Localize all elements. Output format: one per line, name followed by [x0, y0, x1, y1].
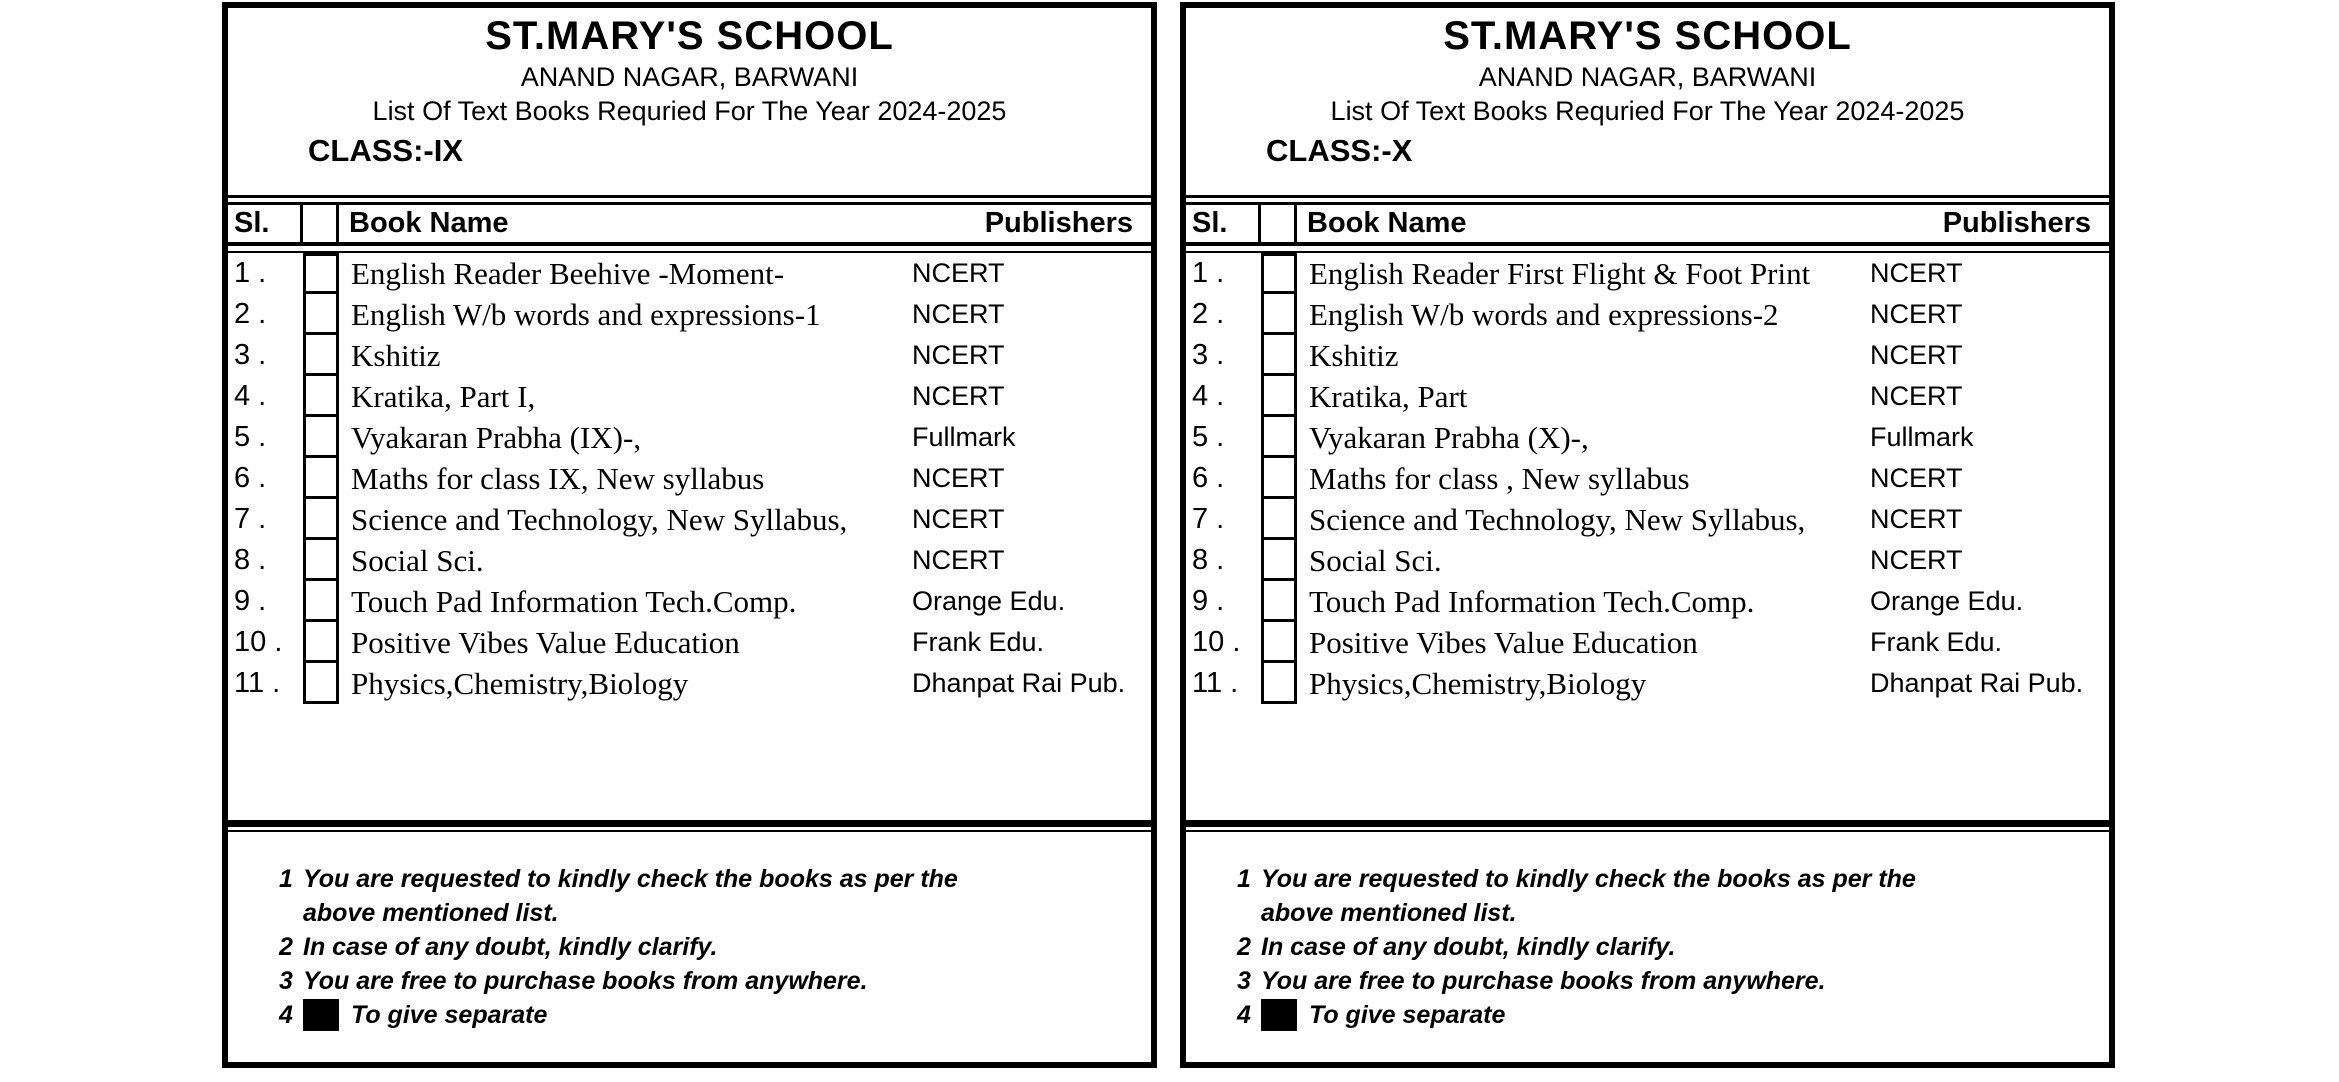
row-checkbox [303, 458, 339, 499]
row-serial: 5 . [234, 421, 267, 453]
document-header [228, 8, 1151, 195]
row-serial: 1 . [234, 257, 267, 289]
row-checkbox [303, 294, 339, 335]
row-book-name: Vyakaran Prabha (X)-, [1309, 419, 1589, 455]
header-checkbox-column [1261, 205, 1297, 242]
row-serial: 11 . [234, 667, 281, 699]
row-book-name: Kshitiz [351, 337, 441, 373]
note-number: 3 [1237, 967, 1251, 995]
row-checkbox [1261, 663, 1297, 704]
row-serial: 6 . [234, 462, 267, 494]
row-publisher: NCERT [912, 545, 1005, 575]
row-serial: 5 . [1192, 421, 1225, 453]
row-publisher: Frank Edu. [1870, 627, 2003, 657]
row-serial: 2 . [1192, 298, 1225, 330]
table-row [228, 663, 1151, 704]
row-serial: 9 . [1192, 585, 1225, 617]
row-checkbox [1261, 376, 1297, 417]
note-item [1186, 964, 2109, 998]
table-row [1186, 294, 2109, 335]
table-row [228, 458, 1151, 499]
row-book-name: Vyakaran Prabha (IX)-, [351, 419, 642, 455]
row-publisher: NCERT [1870, 463, 1963, 493]
row-checkbox [303, 499, 339, 540]
row-checkbox [303, 417, 339, 458]
note-item [228, 964, 1151, 998]
row-serial: 8 . [234, 544, 267, 576]
row-serial: 6 . [1192, 462, 1225, 494]
row-publisher: Orange Edu. [1870, 586, 2024, 616]
row-publisher: Dhanpat Rai Pub. [912, 668, 1126, 698]
note-item [228, 998, 1151, 1032]
row-publisher: NCERT [1870, 340, 1963, 370]
row-book-name: Kshitiz [1309, 337, 1399, 373]
notes-section [228, 832, 1151, 1062]
notes-section [1186, 832, 2109, 1062]
table-header-row [1186, 205, 2109, 242]
row-checkbox [1261, 458, 1297, 499]
row-serial: 3 . [234, 339, 267, 371]
row-serial: 10 . [1192, 626, 1241, 658]
note-text: In case of any doubt, kindly clarify. [1261, 933, 1676, 961]
row-publisher: Orange Edu. [912, 586, 1066, 616]
note-item [1186, 862, 2109, 930]
double-rule-bottom [1186, 242, 2109, 253]
table-row [1186, 663, 2109, 704]
row-checkbox [1261, 499, 1297, 540]
row-serial: 11 . [1192, 667, 1239, 699]
note-text-continued: above mentioned list. [303, 899, 559, 927]
double-rule-bottom [228, 242, 1151, 253]
row-publisher: NCERT [1870, 504, 1963, 534]
table-row [228, 335, 1151, 376]
row-book-name: Social Sci. [351, 542, 484, 578]
header-checkbox-column [303, 205, 339, 242]
row-serial: 3 . [1192, 339, 1225, 371]
black-box [303, 999, 339, 1031]
row-checkbox [303, 376, 339, 417]
table-row [228, 294, 1151, 335]
table-row [1186, 335, 2109, 376]
school-address: ANAND NAGAR, BARWANI [1478, 62, 1817, 92]
notes-divider [1186, 820, 2109, 832]
row-checkbox [303, 663, 339, 704]
list-title: List Of Text Books Requried For The Year 2024-2025 [1330, 96, 1965, 126]
row-checkbox [1261, 581, 1297, 622]
row-checkbox [1261, 294, 1297, 335]
book-list-document [222, 2, 1157, 1068]
note-text: You are free to purchase books from anywhere. [1261, 967, 1826, 995]
note-text: You are requested to kindly check the books as per the [303, 865, 958, 893]
table-row [228, 499, 1151, 540]
row-publisher: NCERT [1870, 299, 1963, 329]
row-book-name: English W/b words and expressions-2 [1309, 296, 1779, 332]
header-sl: Sl. [1186, 205, 1261, 242]
row-checkbox [1261, 417, 1297, 458]
row-publisher: NCERT [1870, 381, 1963, 411]
row-serial: 7 . [1192, 503, 1225, 535]
double-rule-top [1186, 195, 2109, 205]
row-book-name: Kratika, Part [1309, 378, 1468, 414]
row-checkbox [303, 581, 339, 622]
row-serial: 9 . [234, 585, 267, 617]
row-book-name: Touch Pad Information Tech.Comp. [351, 583, 797, 619]
row-book-name: Science and Technology, New Syllabus, [1309, 501, 1806, 537]
note-number: 1 [279, 865, 293, 893]
row-publisher: NCERT [912, 258, 1005, 288]
note-item [1186, 998, 2109, 1032]
table-row [1186, 417, 2109, 458]
row-book-name: English W/b words and expressions-1 [351, 296, 821, 332]
row-publisher: Frank Edu. [912, 627, 1045, 657]
row-checkbox [1261, 335, 1297, 376]
row-book-name: Touch Pad Information Tech.Comp. [1309, 583, 1755, 619]
row-serial: 7 . [234, 503, 267, 535]
row-serial: 10 . [234, 626, 283, 658]
table-rows [228, 253, 1151, 704]
row-book-name: Positive Vibes Value Education [1309, 624, 1698, 660]
note-item [228, 930, 1151, 964]
table-row [228, 622, 1151, 663]
table-row [1186, 540, 2109, 581]
table-row [1186, 622, 2109, 663]
row-serial: 1 . [1192, 257, 1225, 289]
row-serial: 8 . [1192, 544, 1225, 576]
class-label: CLASS:-IX [308, 133, 463, 168]
double-rule-top [228, 195, 1151, 205]
row-serial: 2 . [234, 298, 267, 330]
note-number: 2 [279, 933, 293, 961]
row-publisher: NCERT [1870, 258, 1963, 288]
row-book-name: Positive Vibes Value Education [351, 624, 740, 660]
row-book-name: Physics,Chemistry,Biology [1309, 665, 1647, 701]
row-checkbox [1261, 540, 1297, 581]
row-publisher: Dhanpat Rai Pub. [1870, 668, 2084, 698]
note-number: 3 [279, 967, 293, 995]
school-name: ST.MARY'S SCHOOL [485, 14, 894, 58]
table-row [1186, 499, 2109, 540]
header-book-name: Book Name [349, 207, 509, 239]
table-row [228, 417, 1151, 458]
header-book-name: Book Name [1307, 207, 1467, 239]
row-publisher: NCERT [912, 381, 1005, 411]
table-row [228, 581, 1151, 622]
row-publisher: NCERT [1870, 545, 1963, 575]
row-book-name: English Reader First Flight & Foot Print [1309, 255, 1811, 291]
row-book-name: Maths for class IX, New syllabus [351, 460, 765, 496]
table-header-row [228, 205, 1151, 242]
table-row [1186, 253, 2109, 294]
empty-table-space [228, 704, 1151, 820]
table-rows [1186, 253, 2109, 704]
note-text: To give separate [1309, 1001, 1506, 1029]
row-checkbox [1261, 622, 1297, 663]
row-publisher: NCERT [912, 463, 1005, 493]
row-book-name: Science and Technology, New Syllabus, [351, 501, 848, 537]
row-book-name: Kratika, Part I, [351, 378, 536, 414]
header-publishers: Publishers [984, 207, 1133, 239]
note-text: You are requested to kindly check the books as per the [1261, 865, 1916, 893]
row-checkbox [303, 540, 339, 581]
black-box [1261, 999, 1297, 1031]
note-number: 4 [279, 1001, 293, 1029]
row-checkbox [303, 622, 339, 663]
row-publisher: NCERT [912, 504, 1005, 534]
book-list-document [1180, 2, 2115, 1068]
row-book-name: Physics,Chemistry,Biology [351, 665, 689, 701]
row-book-name: Maths for class , New syllabus [1309, 460, 1690, 496]
row-book-name: English Reader Beehive -Moment- [351, 255, 785, 291]
note-item [228, 862, 1151, 930]
note-text: To give separate [351, 1001, 548, 1029]
note-number: 1 [1237, 865, 1251, 893]
table-row [1186, 581, 2109, 622]
row-checkbox [303, 253, 339, 294]
row-serial: 4 . [234, 380, 267, 412]
header-sl: Sl. [228, 205, 303, 242]
note-text: You are free to purchase books from anywhere. [303, 967, 868, 995]
list-title: List Of Text Books Requried For The Year 2024-2025 [372, 96, 1007, 126]
row-publisher: NCERT [912, 299, 1005, 329]
table-row [228, 540, 1151, 581]
row-publisher: Fullmark [912, 422, 1016, 452]
row-checkbox [303, 335, 339, 376]
note-number: 4 [1237, 1001, 1251, 1029]
row-checkbox [1261, 253, 1297, 294]
note-text-continued: above mentioned list. [1261, 899, 1517, 927]
note-text: In case of any doubt, kindly clarify. [303, 933, 718, 961]
row-book-name: Social Sci. [1309, 542, 1442, 578]
note-item [1186, 930, 2109, 964]
header-publishers: Publishers [1942, 207, 2091, 239]
school-address: ANAND NAGAR, BARWANI [520, 62, 859, 92]
row-publisher: NCERT [912, 340, 1005, 370]
row-serial: 4 . [1192, 380, 1225, 412]
empty-table-space [1186, 704, 2109, 820]
header-main [1297, 205, 2109, 242]
row-publisher: Fullmark [1870, 422, 1974, 452]
note-number: 2 [1237, 933, 1251, 961]
header-main [339, 205, 1151, 242]
notes-divider [228, 820, 1151, 832]
class-label: CLASS:-X [1266, 133, 1413, 168]
school-name: ST.MARY'S SCHOOL [1443, 14, 1852, 58]
table-row [228, 376, 1151, 417]
table-row [1186, 376, 2109, 417]
table-row [228, 253, 1151, 294]
document-header [1186, 8, 2109, 195]
table-row [1186, 458, 2109, 499]
